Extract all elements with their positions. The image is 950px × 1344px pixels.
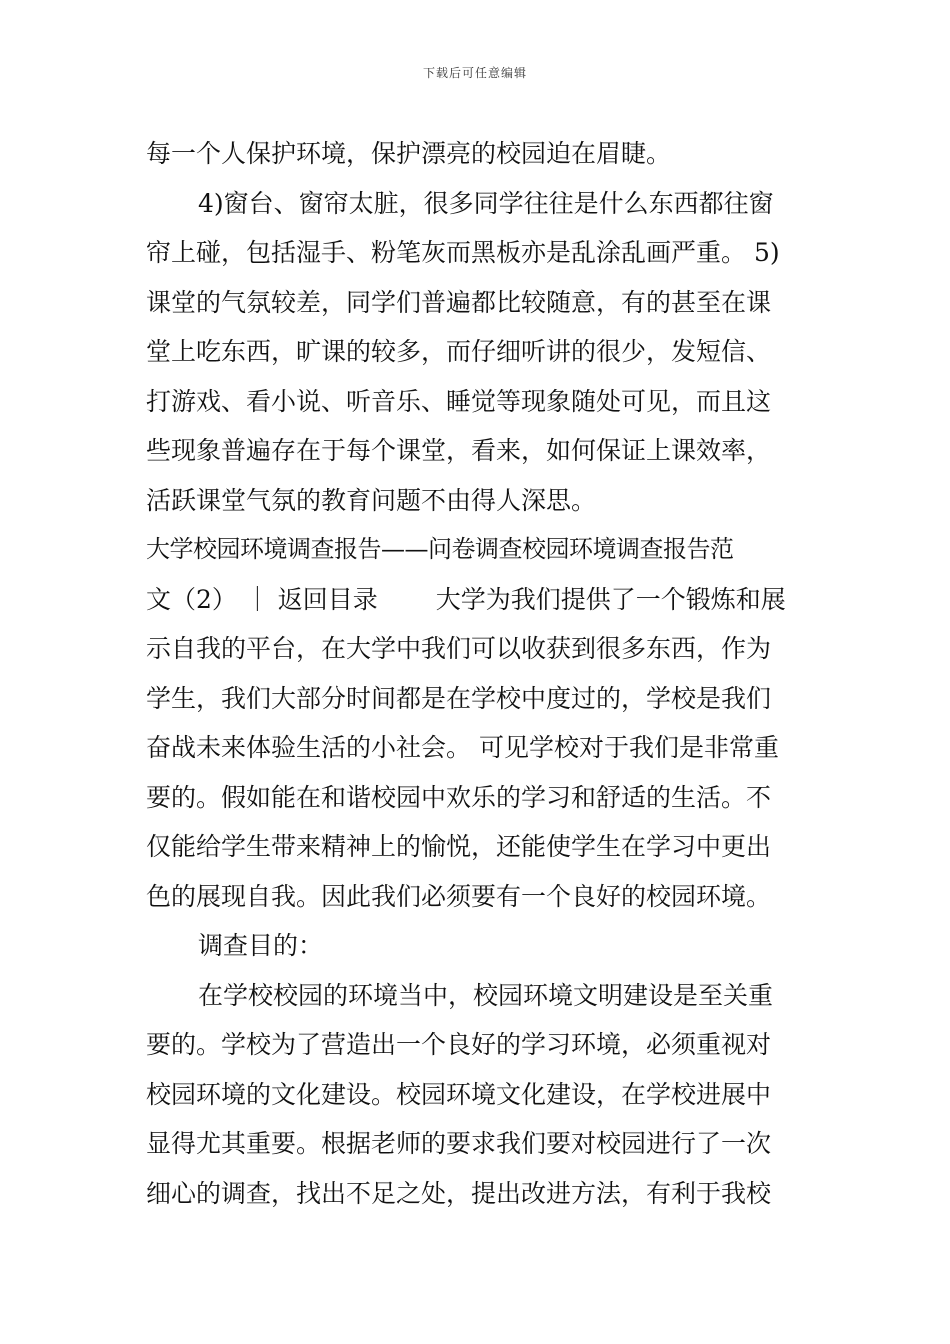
section-title-line: 大学校园环境调查报告——问卷调查校园环境调查报告范 (146, 535, 734, 563)
page-header: 下载后可任意编辑 (422, 66, 527, 80)
text-line: 活跃课堂气氛的教育问题不由得人深思。 (146, 485, 597, 515)
text-line: 色的展现自我。因此我们必须要有一个良好的校园环境。 (146, 881, 772, 911)
subheading-line: 调查目的： (198, 931, 324, 960)
text-line: 奋战未来体验生活的小社会。 可见学校对于我们是非常重 (146, 733, 779, 762)
text-line: 要的。学校为了营造出一个良好的学习环境，必须重视对 (146, 1030, 772, 1059)
text-line: 显得尤其重要。根据老师的要求我们要对校园进行了一次 (146, 1129, 772, 1158)
document-body (146, 129, 808, 1218)
text-line: 仅能给学生带来精神上的愉悦，还能使学生在学习中更出 (146, 832, 772, 861)
text-line: 课堂的气氛较差，同学们普遍都比较随意，有的甚至在课 (146, 287, 772, 317)
text-line: 在学校校园的环境当中，校园环境文明建设是至关重 (198, 980, 774, 1010)
text-line: 4)窗台、窗帘太脏，很多同学往往是什么东西都往窗 (198, 188, 774, 218)
text-line: 每一个人保护环境，保护漂亮的校园迫在眉睫。 (146, 139, 672, 168)
text-line: 帘上碰，包括湿手、粉笔灰而黑板亦是乱涂乱画严重。 5) (146, 238, 780, 267)
text-line: 堂上吃东西，旷课的较多，而仔细听讲的很少，发短信、 (146, 337, 772, 366)
text-line: 示自我的平台，在大学中我们可以收获到很多东西，作为 (146, 634, 772, 663)
text-line: 细心的调查，找出不足之处，提出改进方法，有利于我校 (146, 1178, 772, 1208)
text-line: 些现象普遍存在于每个课堂，看来，如何保证上课效率， (146, 436, 772, 465)
text-line: 校园环境的文化建设。校园环境文化建设，在学校进展中 (146, 1079, 772, 1109)
text-line: 学生，我们大部分时间都是在学校中度过的，学校是我们 (146, 683, 772, 713)
text-line: 文（2） ｜ 返回目录 大学为我们提供了一个锻炼和展 (146, 584, 786, 614)
text-line: 要的。假如能在和谐校园中欢乐的学习和舒适的生活。不 (146, 782, 772, 812)
text-line: 打游戏、看小说、听音乐、睡觉等现象随处可见，而且这 (146, 386, 772, 416)
